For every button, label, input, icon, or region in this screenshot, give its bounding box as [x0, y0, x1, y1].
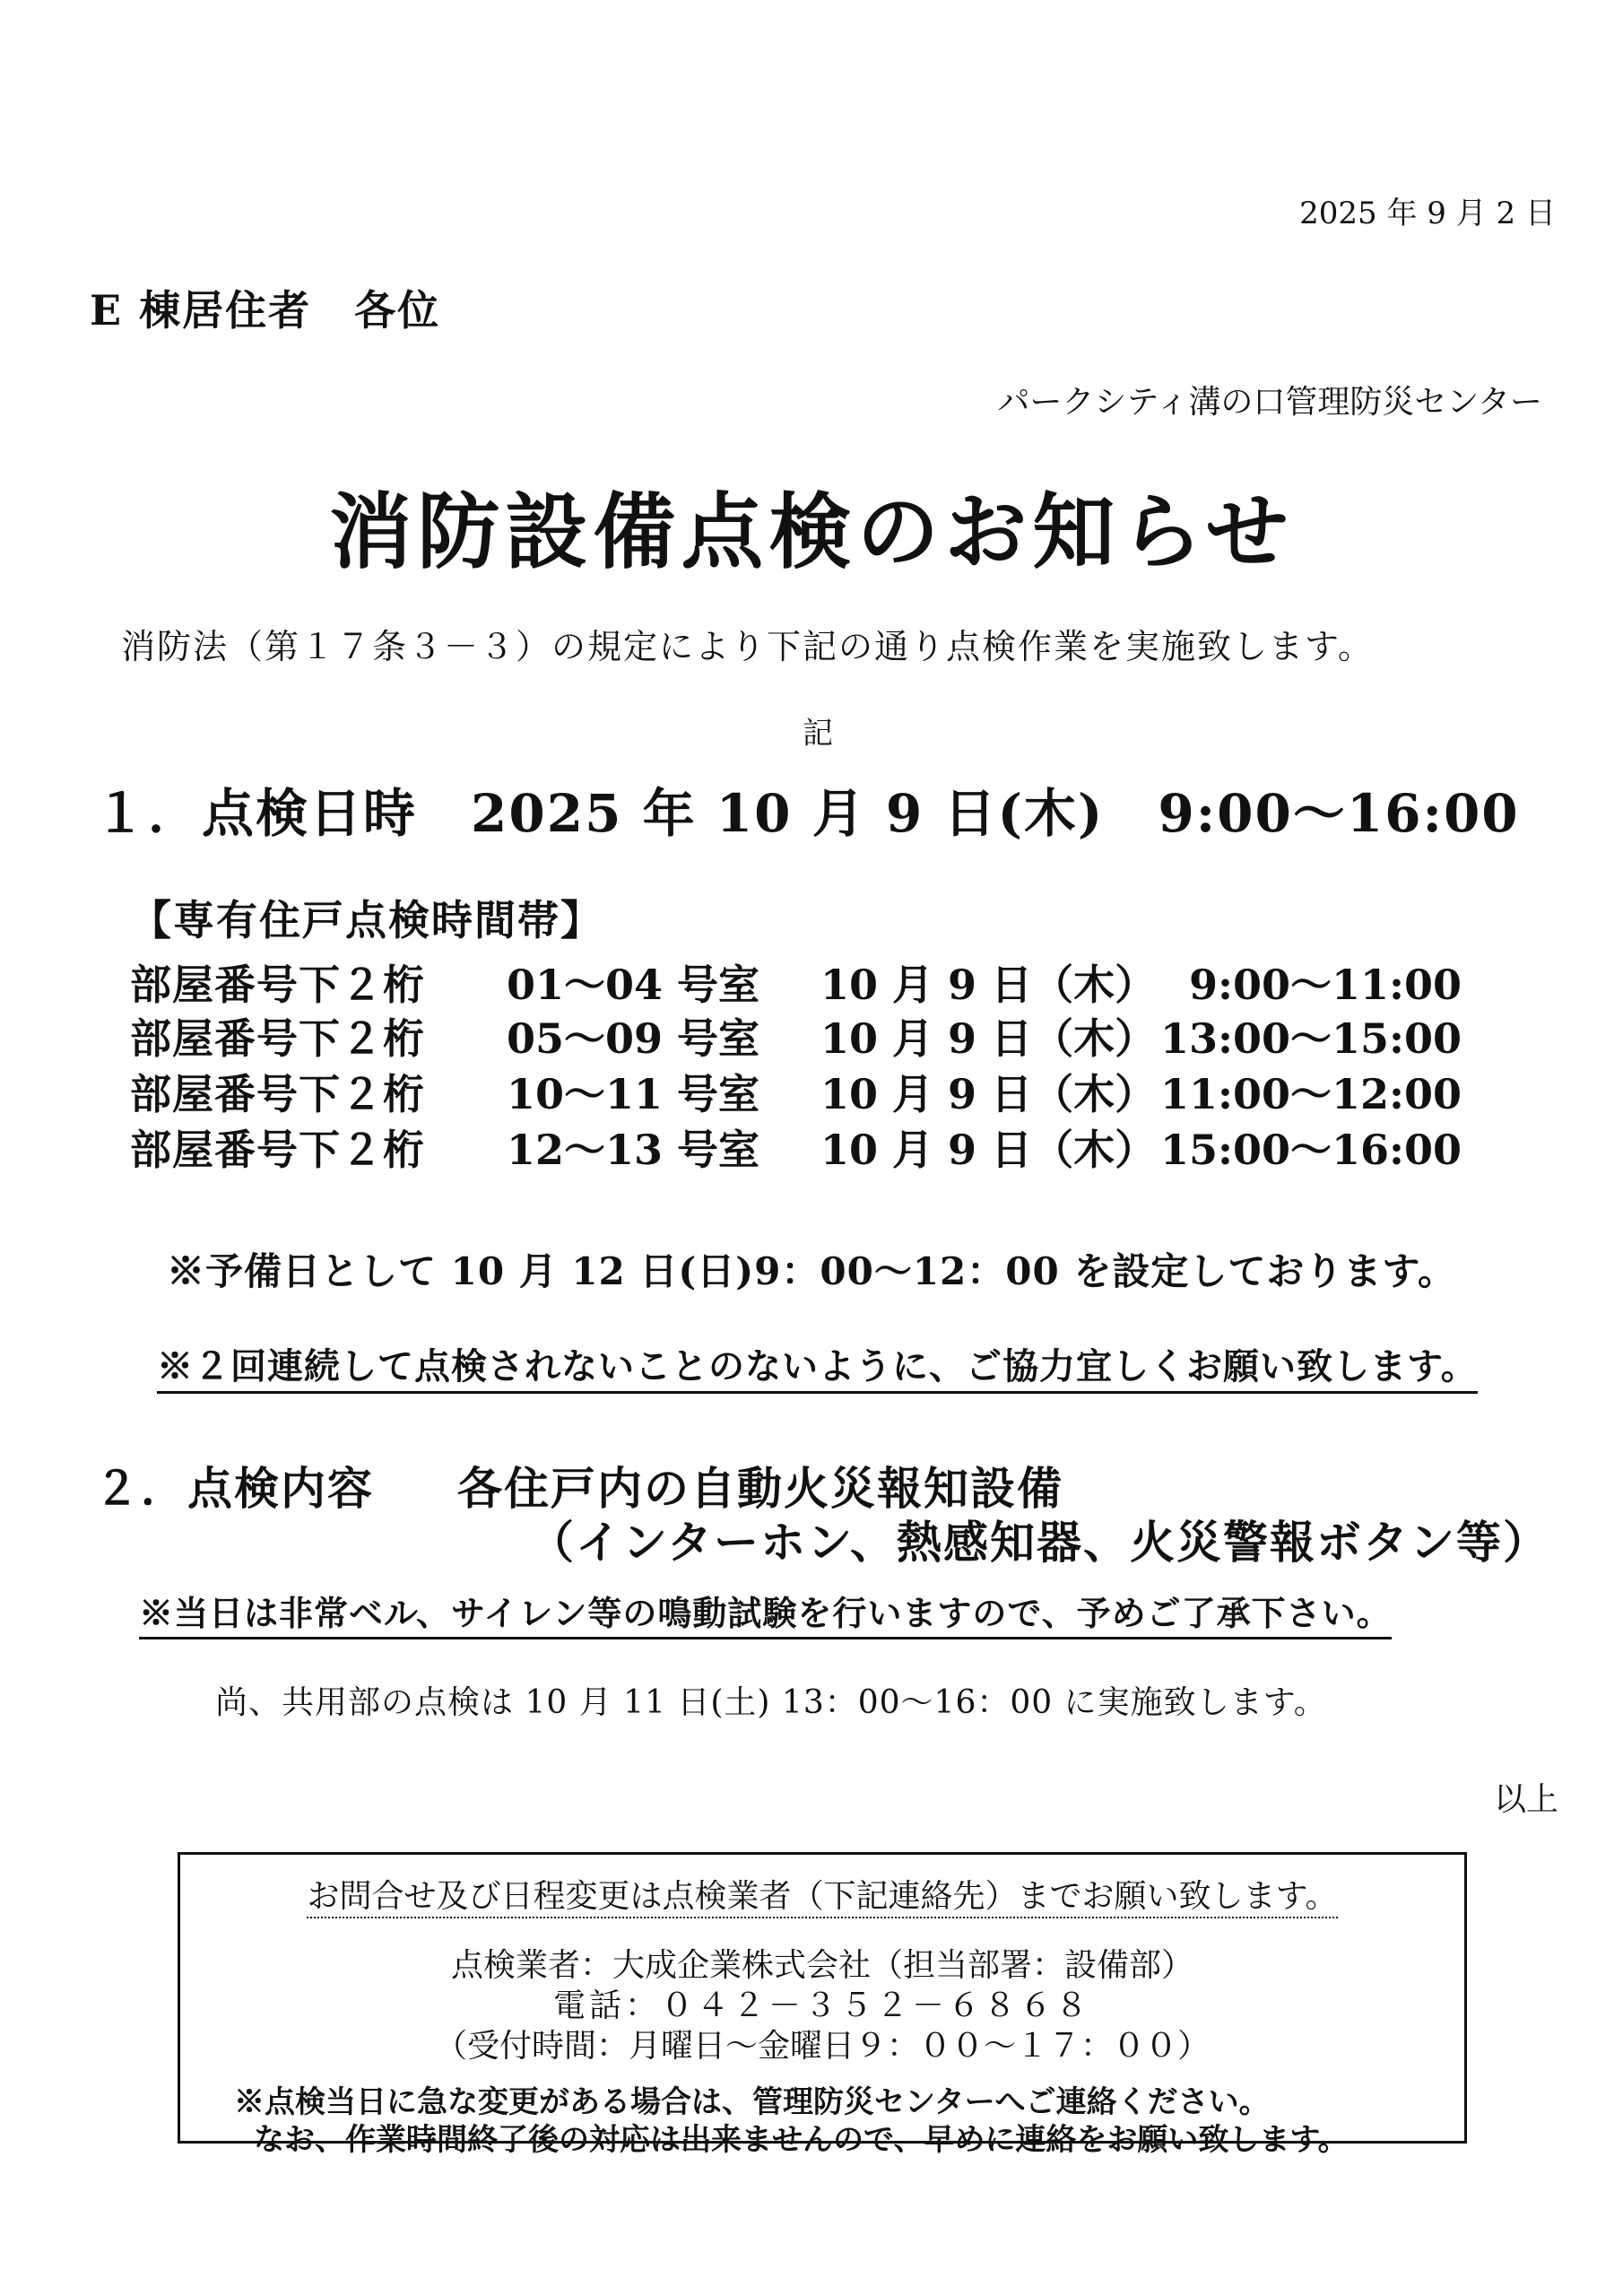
slot-date: 10 月 9 日（木） [820, 1070, 1157, 1118]
bell-warning: ※当日は非常ベル、サイレン等の鳴動試験を行いますので、予めご了承下さい。 [139, 1586, 1392, 1639]
inspection-content-line1: 各住戸内の自動火災報知設備 [457, 1462, 1063, 1515]
slot-time: 15:00～16:00 [1159, 1126, 1462, 1174]
ki-marker: 記 [803, 716, 833, 752]
slot-prefix: 部屋番号下２桁 [130, 1014, 425, 1063]
slot-prefix: 部屋番号下２桁 [130, 1126, 425, 1174]
intro-text: 消防法（第１７条３－３）の規定により下記の通り点検作業を実施致します。 [121, 627, 1374, 666]
reserve-day-note: ※予備日として 10 月 12 日(日)9：00～12：00 を設定しております。 [167, 1249, 1456, 1293]
slot-rooms: 05～09 号室 [507, 1014, 760, 1063]
contact-note-change: ※点検当日に急な変更がある場合は、管理防災センターへご連絡ください。 [234, 2084, 1270, 2120]
contact-box [178, 1852, 1467, 2158]
slot-date: 10 月 9 日（木） [820, 1126, 1157, 1174]
slot-rooms: 12～13 号室 [507, 1126, 760, 1174]
sender: パークシティ溝の口管理防災センター [997, 384, 1542, 421]
slot-time: 11:00～12:00 [1159, 1070, 1462, 1118]
inspection-content-label: ２．点検内容 [94, 1462, 374, 1515]
slot-date: 10 月 9 日（木） [820, 961, 1157, 1009]
page-title: 消防設備点検のお知らせ [329, 483, 1294, 580]
contact-hours: （受付時間：月曜日～金曜日９：００～１７：００） [434, 2028, 1210, 2065]
consecutive-warning: ※２回連続して点検されないことのないように、ご協力宜しくお願い致します。 [157, 1338, 1478, 1394]
slot-prefix: 部屋番号下２桁 [130, 961, 425, 1009]
slot-rooms: 01～04 号室 [507, 961, 760, 1009]
inspection-datetime: １．点検日時 2025 年 10 月 9 日(木) 9:00～16:00 [94, 783, 1520, 844]
contact-vendor: 点検業者：大成企業株式会社（担当部署：設備部） [450, 1947, 1193, 1984]
common-area-note: 尚、共用部の点検は 10 月 11 日(土) 13：00～16：00 に実施致します。 [215, 1684, 1327, 1721]
slot-heading: 【専有住戸点検時間帯】 [130, 896, 603, 944]
contact-heading-text: お問合せ及び日程変更は点検業者（下記連絡先）までお願い致します。 [307, 1878, 1337, 1918]
slot-prefix: 部屋番号下２桁 [130, 1070, 425, 1118]
inspection-content-line2: （インターホン、熱感知器、火災警報ボタン等） [529, 1516, 1549, 1569]
contact-phone: 電話：０４２－３５２－６８６８ [552, 1987, 1091, 2024]
closing-mark: 以上 [1493, 1781, 1558, 1818]
addressee: E 棟居住者 各位 [90, 286, 441, 335]
slot-time: 9:00～11:00 [1188, 961, 1462, 1009]
notice-date: 2025 年 9 月 2 日 [1299, 196, 1556, 231]
contact-heading [180, 1871, 1464, 1917]
slot-date: 10 月 9 日（木） [820, 1014, 1157, 1063]
slot-rooms: 10～11 号室 [507, 1070, 760, 1118]
contact-note-after-hours: なお、作業時間終了後の対応は出来ませんので、早めに連絡をお願い致します。 [254, 2122, 1349, 2158]
slot-time: 13:00～15:00 [1159, 1014, 1462, 1063]
